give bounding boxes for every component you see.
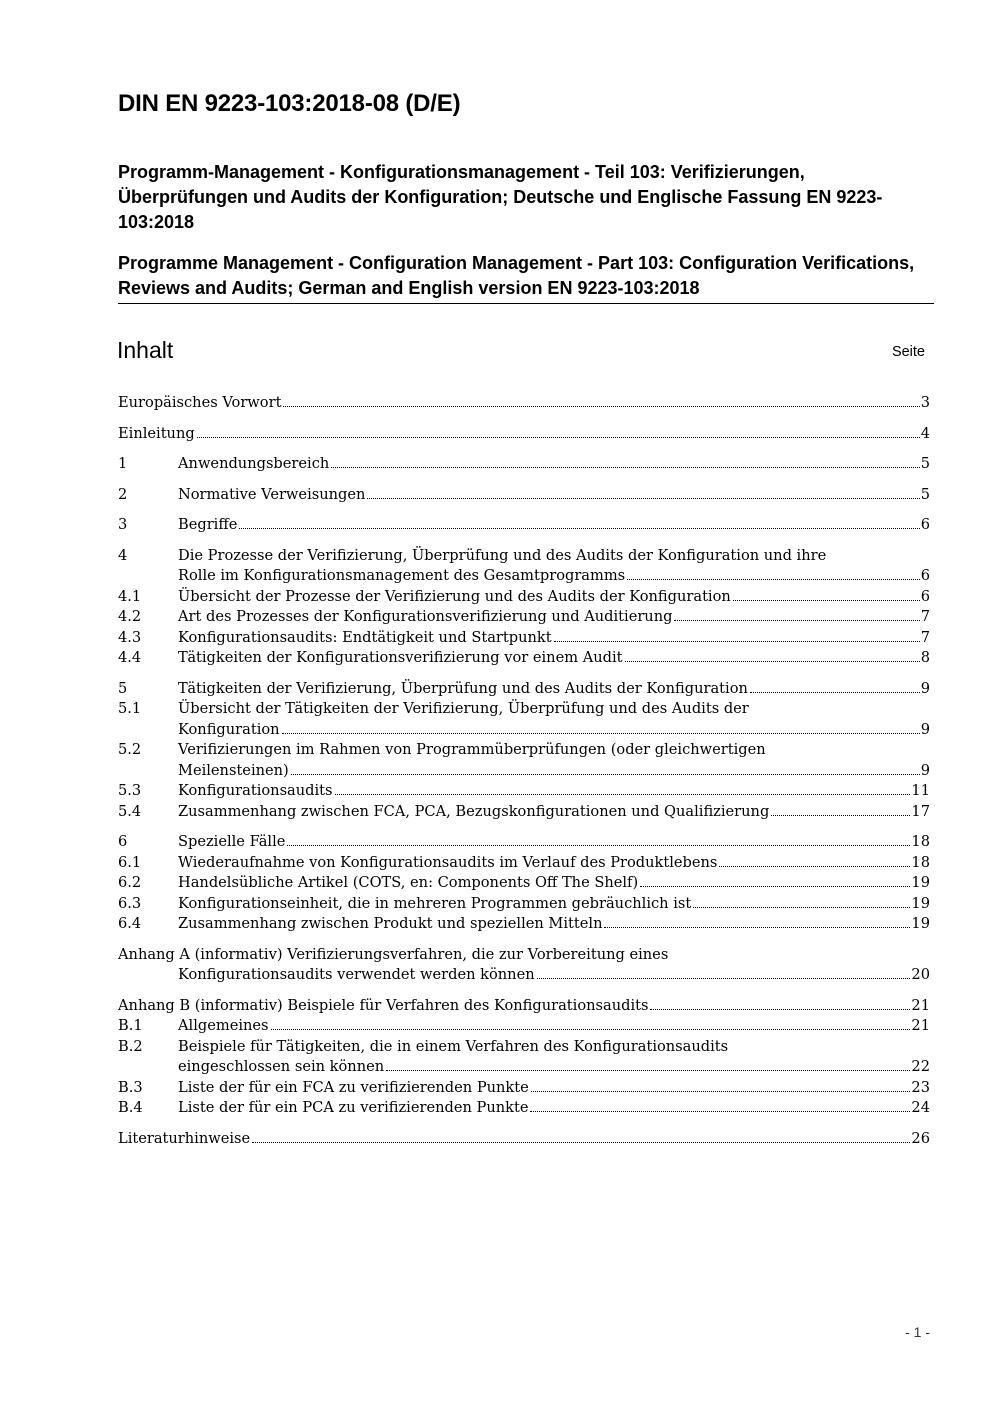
toc-entry[interactable] (118, 894, 930, 915)
document-title: DIN EN 9223-103:2018-08 (D/E) (118, 90, 461, 117)
toc-leader-dots (531, 1091, 911, 1092)
toc-entry-number: 1 (118, 455, 128, 472)
toc-leader-dots (271, 1029, 911, 1030)
toc-entry[interactable] (118, 914, 930, 935)
toc-entry-title-first-line: Verifizierungen im Rahmen von Programmüberprüfungen (oder gleichwertigen (178, 741, 766, 758)
toc-entry-page: 9 (920, 720, 930, 738)
toc-entry-page: 19 (911, 915, 930, 932)
toc-entry-number: 6.3 (118, 894, 142, 912)
toc-entry-title: Anhang B (informativ) Beispiele für Verfahren des Konfigurationsaudits (118, 996, 649, 1014)
toc-entry[interactable] (118, 832, 930, 853)
toc-entry-title: Rolle im Konfigurationsmanagement des Gesamtprogramms (178, 567, 626, 584)
toc-leader-dots (627, 579, 920, 580)
toc-leader-dots (197, 437, 920, 438)
toc-leader-dots (291, 774, 920, 775)
toc-entry-page: 5 (920, 455, 930, 472)
toc-heading: Inhalt (117, 337, 174, 363)
toc-leader-dots (283, 406, 919, 407)
toc-entry-page: 19 (911, 874, 930, 891)
toc-entry-title: Konfiguration (178, 720, 280, 738)
toc-entry-title: eingeschlossen sein können (178, 1058, 385, 1075)
toc-entry[interactable] (118, 679, 930, 700)
toc-entry-title: Begriffe (178, 516, 238, 533)
toc-leader-dots (650, 1009, 910, 1010)
toc-entry[interactable] (118, 1129, 930, 1150)
toc-entry[interactable] (118, 781, 930, 802)
toc-entry[interactable] (118, 393, 930, 414)
toc-entry[interactable] (118, 454, 930, 475)
toc-entry-title: Konfigurationsaudits verwendet werden können (178, 966, 535, 983)
toc-entry[interactable] (118, 699, 930, 740)
toc-entry-page: 6 (920, 516, 930, 533)
toc-entry-number: 2 (118, 485, 128, 503)
toc-leader-dots (719, 866, 910, 867)
toc-entry-title: Meilensteinen) (178, 761, 289, 779)
toc-leader-dots (282, 733, 920, 734)
toc-entry-title: Konfigurationseinheit, die in mehreren Programmen gebräuchlich ist (178, 894, 692, 912)
toc-entry-number: 4.2 (118, 608, 142, 625)
toc-entry-title: Europäisches Vorwort (118, 394, 282, 411)
toc-entry-title: Tätigkeiten der Konfigurationsverifizierung vor einem Audit (178, 649, 623, 666)
toc-entry-title-first-line: Beispiele für Tätigkeiten, die in einem Verfahren des Konfigurationsaudits (178, 1037, 729, 1055)
toc-entry-title: Anwendungsbereich (178, 455, 330, 472)
toc-entry-title-first-line: Die Prozesse der Verifizierung, Überprüfung und des Audits der Konfiguration und ihre (178, 546, 827, 564)
toc-entry[interactable] (118, 607, 930, 628)
toc-entry-page: 23 (911, 1078, 930, 1096)
toc-entry[interactable] (118, 587, 930, 608)
toc-entry-number: 4.3 (118, 628, 142, 646)
toc-leader-dots (750, 692, 920, 693)
toc-entry-title: Normative Verweisungen (178, 485, 366, 503)
toc-entry-page: 11 (911, 782, 930, 799)
toc-leader-dots (674, 620, 919, 621)
toc-entry[interactable] (118, 945, 930, 986)
toc-entry[interactable] (118, 740, 930, 781)
toc-entry-title: Handelsübliche Artikel (COTS, en: Components Off The Shelf) (178, 874, 639, 891)
toc-entry-page: 3 (920, 394, 930, 411)
toc-entry-number: 5.1 (118, 700, 142, 717)
toc-entry-page: 26 (911, 1129, 930, 1147)
toc-entry-title: Allgemeines (178, 1017, 269, 1034)
table-of-contents (118, 393, 930, 1149)
toc-entry[interactable] (118, 873, 930, 894)
toc-entry-number: 5.3 (118, 782, 142, 799)
toc-entry-number: 4.4 (118, 649, 142, 666)
toc-entry-number: B.1 (118, 1017, 143, 1034)
toc-entry-page: 8 (920, 649, 930, 666)
toc-entry-title: Konfigurationsaudits (178, 782, 333, 799)
toc-entry-title-first-line: Übersicht der Tätigkeiten der Verifizierung, Überprüfung und des Audits der (178, 700, 749, 717)
toc-entry-page: 19 (911, 894, 930, 912)
toc-entry-page: 22 (911, 1058, 930, 1075)
toc-entry-title: Übersicht der Prozesse der Verifizierung und des Audits der Konfiguration (178, 587, 731, 605)
toc-leader-dots (287, 845, 910, 846)
toc-entry[interactable] (118, 1098, 930, 1119)
toc-entry-title: Literaturhinweise (118, 1129, 251, 1147)
toc-entry[interactable] (118, 802, 930, 823)
toc-entry-number: B.4 (118, 1099, 143, 1116)
toc-leader-dots (331, 467, 919, 468)
toc-entry-page: 6 (920, 567, 930, 584)
toc-entry-title: Liste der für ein PCA zu verifizierenden Punkte (178, 1099, 529, 1116)
toc-leader-dots (771, 815, 910, 816)
toc-entry[interactable] (118, 648, 930, 669)
toc-entry-page: 9 (920, 761, 930, 779)
toc-entry[interactable] (118, 424, 930, 445)
toc-entry-title: Liste der für ein FCA zu verifizierenden Punkte (178, 1078, 529, 1096)
toc-entry[interactable] (118, 1078, 930, 1099)
toc-entry-title: Zusammenhang zwischen Produkt und speziellen Mitteln (178, 915, 603, 932)
toc-entry[interactable] (118, 1037, 930, 1078)
toc-entry[interactable] (118, 1016, 930, 1037)
toc-leader-dots (367, 498, 919, 499)
toc-leader-dots (604, 927, 910, 928)
toc-entry[interactable] (118, 628, 930, 649)
toc-entry-number: 6.4 (118, 915, 142, 932)
toc-entry-page: 9 (920, 679, 930, 697)
toc-entry-number: B.2 (118, 1037, 143, 1055)
page-number: - 1 - (905, 1324, 930, 1340)
toc-entry-page: 7 (920, 608, 930, 625)
toc-entry-number: 4 (118, 546, 128, 564)
toc-entry-title: Zusammenhang zwischen FCA, PCA, Bezugskonfigurationen und Qualifizierung (178, 802, 770, 820)
toc-entry-title: Konfigurationsaudits: Endtätigkeit und Startpunkt (178, 628, 552, 646)
toc-entry-title: Art des Prozesses der Konfigurationsverifizierung und Auditierung (178, 608, 673, 625)
toc-entry-number: B.3 (118, 1078, 143, 1096)
toc-entry[interactable] (118, 853, 930, 874)
toc-entry-page: 21 (911, 996, 930, 1014)
toc-entry-page: 4 (920, 424, 930, 442)
toc-leader-dots (252, 1142, 910, 1143)
toc-entry-page: 20 (911, 966, 930, 983)
toc-entry-page: 7 (920, 628, 930, 646)
title-german: Programm-Management - Konfigurationsmanagement - Teil 103: Verifizierungen, Überprüfungen und Audits der Konfiguration; Deutsche und Englische Fassung EN 9223-103:2018 (118, 162, 883, 232)
toc-leader-dots (239, 528, 919, 529)
toc-entry-title: Tätigkeiten der Verifizierung, Überprüfung und des Audits der Konfiguration (178, 679, 748, 697)
toc-entry-page: 18 (911, 853, 930, 871)
toc-entry-title: Spezielle Fälle (178, 833, 286, 850)
toc-leader-dots (386, 1070, 910, 1071)
toc-leader-dots (335, 794, 911, 795)
toc-entry[interactable] (118, 546, 930, 587)
toc-entry-page: 24 (911, 1099, 930, 1116)
toc-leader-dots (554, 641, 920, 642)
toc-entry-number: 5.2 (118, 741, 142, 758)
toc-entry-number: 4.1 (118, 587, 142, 605)
toc-entry-number: 3 (118, 516, 128, 533)
toc-entry[interactable] (118, 485, 930, 506)
toc-entry-number: 6 (118, 833, 128, 850)
toc-entry[interactable] (118, 996, 930, 1017)
toc-entry-page: 6 (920, 587, 930, 605)
toc-entry-page: 18 (911, 833, 930, 850)
toc-leader-dots (693, 907, 910, 908)
toc-entry-number: 6.2 (118, 874, 142, 891)
toc-entry-page: 17 (911, 802, 930, 820)
toc-entry-number: 5.4 (118, 802, 142, 820)
toc-page-column-label: Seite (891, 344, 925, 360)
title-english: Programme Management - Configuration Management - Part 103: Configuration Verifications, Reviews and Audits; German and English version EN 9223-103:2018 (118, 251, 934, 304)
toc-entry-title: Wiederaufnahme von Konfigurationsaudits im Verlauf des Produktlebens (178, 853, 718, 871)
toc-entry-page: 21 (911, 1017, 930, 1034)
toc-entry[interactable] (118, 515, 930, 536)
toc-entry-page: 5 (920, 485, 930, 503)
toc-entry-number: 5 (118, 679, 128, 697)
toc-entry-title-first-line: Anhang A (informativ) Verifizierungsverfahren, die zur Vorbereitung eines (118, 945, 669, 963)
toc-leader-dots (537, 978, 911, 979)
toc-leader-dots (733, 600, 920, 601)
toc-entry-title: Einleitung (118, 424, 195, 442)
toc-leader-dots (625, 661, 920, 662)
toc-leader-dots (530, 1111, 910, 1112)
toc-leader-dots (640, 886, 910, 887)
toc-entry-number: 6.1 (118, 853, 142, 871)
